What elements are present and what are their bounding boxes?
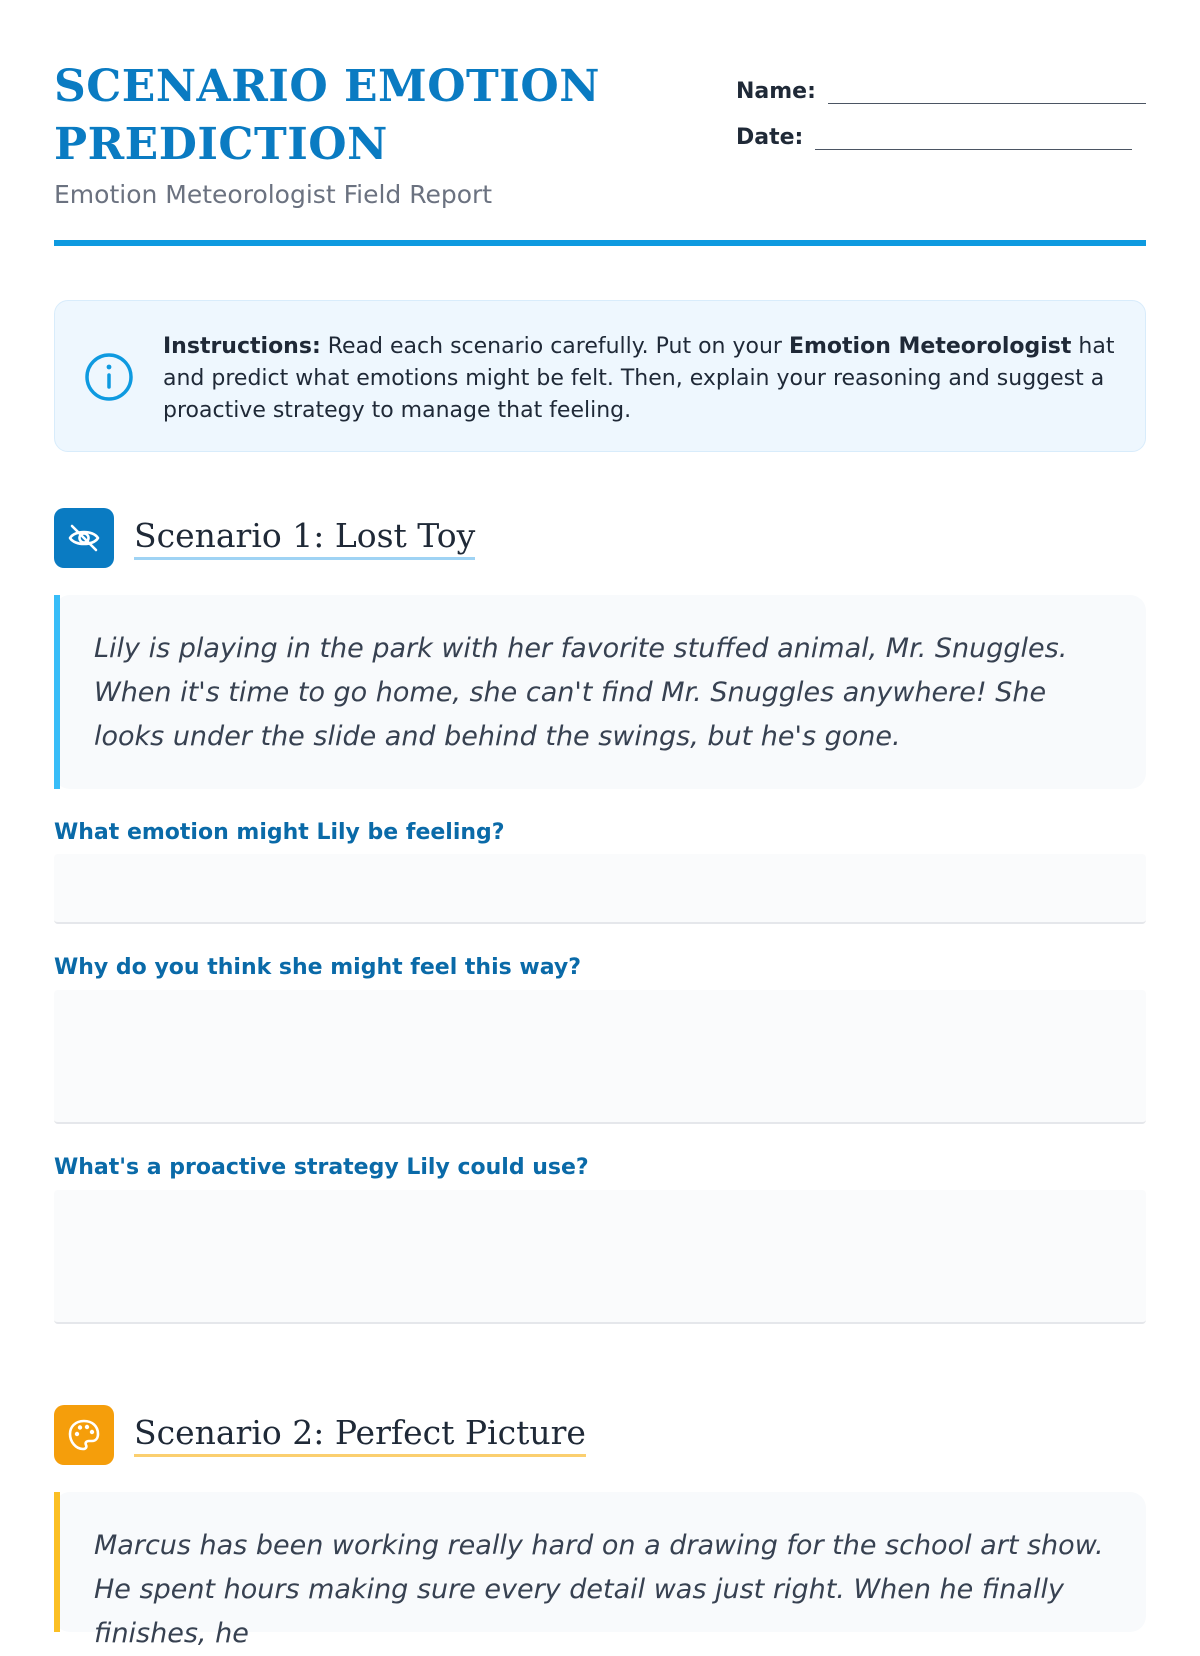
page-subtitle: Emotion Meteorologist Field Report — [54, 180, 493, 209]
scenario-1-answer-2[interactable] — [54, 990, 1146, 1124]
scenario-2-badge — [54, 1405, 114, 1465]
name-row — [736, 58, 1146, 104]
eye-off-icon — [66, 520, 102, 556]
scenario-1-answer-1[interactable] — [54, 854, 1146, 924]
instructions-box — [54, 300, 1146, 452]
scenario-1-story-text: Lily is playing in the park with her favorite stuffed animal, Mr. Snuggles. When it's time to go home, she can't find Mr. Snuggles anywhere! She looks under the slide and behind the swings, but he's gone. — [94, 633, 1068, 752]
header-divider — [54, 240, 1146, 246]
instructions-emphasis: Emotion Meteorologist — [788, 334, 1072, 359]
scenario-1-title: Scenario 1: Lost Toy — [134, 516, 475, 560]
scenario-2-title: Scenario 2: Perfect Picture — [134, 1413, 586, 1457]
student-info — [736, 58, 1146, 150]
scenario-2-heading — [54, 1405, 586, 1465]
instructions-text — [163, 331, 1123, 427]
date-row — [736, 104, 1146, 150]
name-label: Name: — [736, 79, 816, 104]
header — [54, 58, 1146, 248]
scenario-1-heading — [54, 508, 475, 568]
palette-icon — [66, 1417, 102, 1453]
scenario-1-question-1: What emotion might Lily be feeling? — [54, 820, 505, 845]
scenario-1-badge — [54, 508, 114, 568]
instructions-part-1: Read each scenario carefully. Put on your — [320, 334, 789, 359]
story-accent-bar — [54, 595, 60, 789]
scenario-1-answer-3[interactable] — [54, 1190, 1146, 1324]
name-field[interactable] — [828, 78, 1146, 104]
scenario-1-question-2: Why do you think she might feel this way? — [54, 955, 581, 980]
scenario-2-story — [54, 1492, 1146, 1649]
info-icon — [83, 351, 135, 403]
date-label: Date: — [736, 125, 804, 150]
date-field[interactable] — [815, 124, 1132, 150]
story-accent-bar — [54, 1492, 60, 1632]
instructions-part-2: hat and predict what emotions might be felt. Then, explain your reasoning and suggest a proactive strategy to manage that feeling. — [163, 334, 1115, 423]
scenario-2-story-text: Marcus has been working really hard on a drawing for the school art show. He spent hours making sure every detail was just right. When he finally finishes, he — [94, 1530, 1104, 1649]
scenario-1-story — [54, 595, 1146, 789]
scenario-1-question-3: What's a proactive strategy Lily could use? — [54, 1155, 589, 1180]
instructions-lead: Instructions: — [163, 334, 321, 359]
page-title: SCENARIO EMOTION PREDICTION — [54, 61, 600, 170]
